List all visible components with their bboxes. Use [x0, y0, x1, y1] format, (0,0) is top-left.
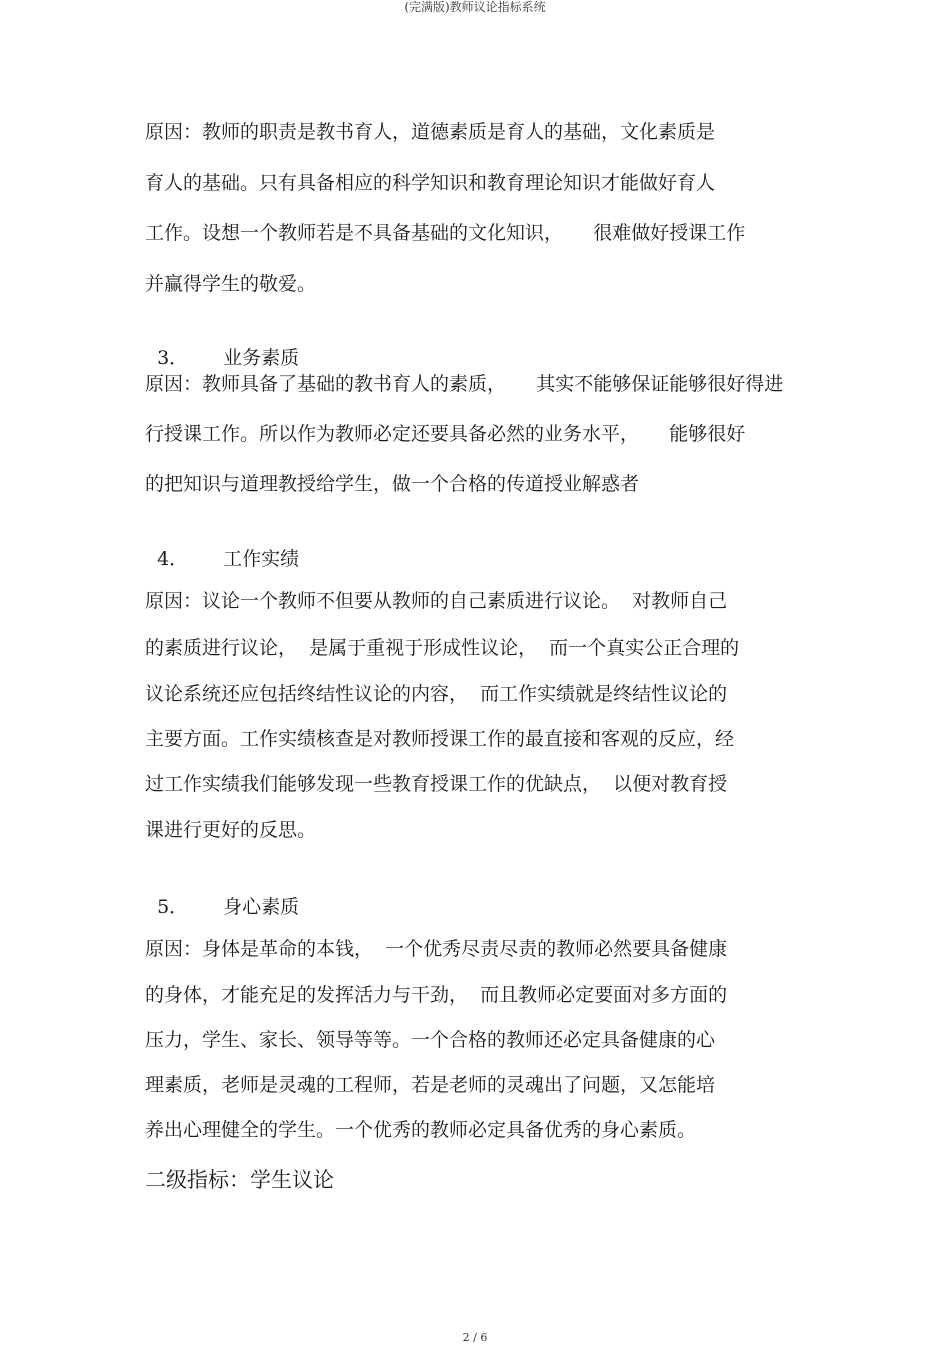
section-title: 身心素质 — [223, 896, 300, 918]
paragraph-line: 育人的基础。只有具备相应的科学知识和教育理论知识才能做好育人 — [145, 172, 716, 194]
paragraph-line: 并赢得学生的敬爱。 — [145, 273, 317, 295]
paragraph-line: 议论系统还应包括终结性议论的内容， 而工作实绩就是终结性议论的 — [145, 683, 728, 705]
paragraph-line: 行授课工作。所以作为教师必定还要具备必然的业务水平， 能够很好 — [145, 423, 746, 445]
paragraph-line: 过工作实绩我们能够发现一些教育授课工作的优缺点， 以便对教育授 — [145, 773, 728, 795]
page-header: (完满版)教师议论指标系统 — [404, 0, 546, 14]
paragraph-line: 原因：教师的职责是教书育人，道德素质是育人的基础，文化素质是 — [145, 121, 716, 143]
paragraph-line: 课进行更好的反思。 — [145, 819, 317, 841]
section-number: 4． — [157, 548, 189, 570]
page-number: 2 / 6 — [462, 1331, 488, 1344]
section-title: 业务素质 — [223, 347, 300, 369]
paragraph-line: 养出心理健全的学生。一个优秀的教师必定具备优秀的身心素质。 — [145, 1119, 697, 1141]
paragraph-line: 的把知识与道理教授给学生，做一个合格的传道授业解惑者 — [145, 473, 640, 495]
paragraph-line: 理素质，老师是灵魂的工程师，若是老师的灵魂出了问题，又怎能培 — [145, 1074, 716, 1096]
section-heading — [145, 523, 299, 571]
section-number: 3． — [157, 347, 189, 369]
paragraph-line: 的素质进行议论， 是属于重视于形成性议论， 而一个真实公正合理的 — [145, 637, 740, 659]
paragraph-line: 压力，学生、家长、领导等等。一个合格的教师还必定具备健康的心 — [145, 1029, 716, 1051]
section-number: 5． — [157, 896, 189, 918]
section-title: 工作实绩 — [223, 548, 300, 570]
paragraph-line: 工作。设想一个教师若是不具备基础的文化知识， 很难做好授课工作 — [145, 222, 746, 244]
paragraph-line: 原因：身体是革命的本钱， 一个优秀尽责尽责的教师必然要具备健康 — [145, 938, 728, 960]
paragraph-line: 原因：教师具备了基础的教书育人的素质， 其实不能够保证能够很好得进 — [145, 373, 784, 395]
secondary-indicator-heading: 二级指标：学生议论 — [145, 1168, 334, 1192]
section-heading — [145, 322, 299, 370]
section-heading — [145, 871, 299, 919]
paragraph-line: 的身体，才能充足的发挥活力与干劲， 而且教师必定要面对多方面的 — [145, 984, 728, 1006]
paragraph-line: 主要方面。工作实绩核查是对教师授课工作的最直接和客观的反应，经 — [145, 728, 735, 750]
paragraph-line: 原因：议论一个教师不但要从教师的自己素质进行议论。 对教师自己 — [145, 590, 728, 612]
